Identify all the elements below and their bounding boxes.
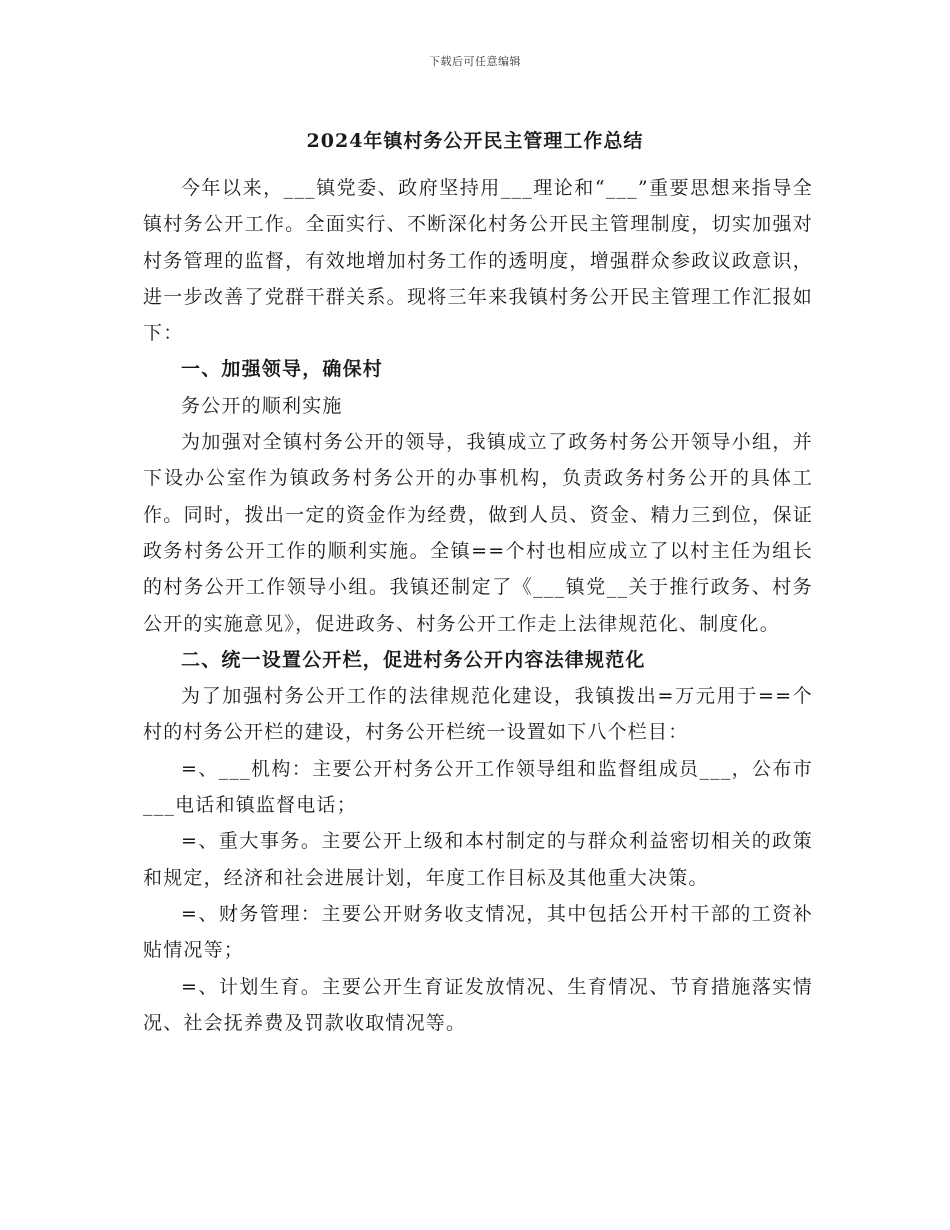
- paragraph: 务公开的顺利实施: [181, 394, 343, 417]
- header-note: 下载后可任意编辑: [429, 55, 521, 68]
- document-body: [143, 170, 813, 1041]
- document-title: 2024年镇村务公开民主管理工作总结: [306, 130, 644, 152]
- paragraph: 今年以来，___镇党委、政府坚持用___理论和“___”重要思想来指导全镇村务公开工作。全面实行、不断深化村务公开民主管理制度，切实加强对村务管理的监督，有效地增加村务工作的透明度，增强群众参政议政意识，进一步改善了党群干群关系。现将三年来我镇村务公开民主管理工作汇报如下：: [143, 177, 813, 345]
- section-heading: 二、统一设置公开栏，促进村务公开内容法律规范化: [181, 648, 646, 671]
- section-heading: 一、加强领导，确保村: [181, 358, 384, 381]
- paragraph: 为加强对全镇村务公开的领导，我镇成立了政务村务公开领导小组，并下设办公室作为镇政务村务公开的办事机构，负责政务村务公开的具体工作。同时，拨出一定的资金作为经费，做到人员、资金、精力三到位，保证政务村务公开工作的顺利实施。全镇==个村也相应成立了以村主任为组长的村务公开工作领导小组。我镇还制定了《___镇党__关于推行政务、村务公开的实施意见》，促进政务、村务公开工作走上法律规范化、制度化。: [143, 431, 813, 635]
- list-item: =、___机构：主要公开村务公开工作领导组和监督组成员___，公布市___电话和镇监督电话；: [143, 757, 813, 817]
- paragraph: 为了加强村务公开工作的法律规范化建设，我镇拨出=万元用于==个村的村务公开栏的建设，村务公开栏统一设置如下八个栏目：: [143, 685, 813, 744]
- list-item: =、计划生育。主要公开生育证发放情况、生育情况、节育措施落实情况、社会抚养费及罚款收取情况等。: [143, 975, 813, 1034]
- list-item: =、财务管理：主要公开财务收支情况，其中包括公开村干部的工资补贴情况等；: [143, 902, 813, 962]
- list-item: =、重大事务。主要公开上级和本村制定的与群众利益密切相关的政策和规定，经济和社会进展计划，年度工作目标及其他重大决策。: [143, 830, 813, 889]
